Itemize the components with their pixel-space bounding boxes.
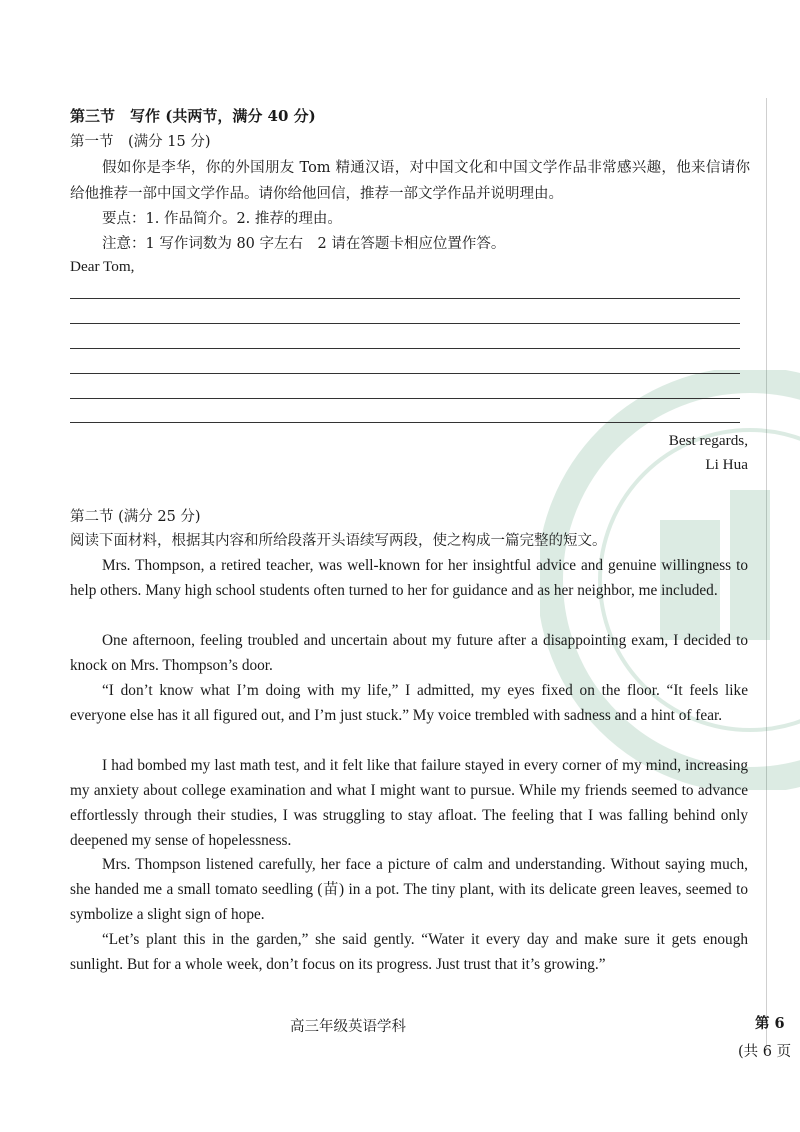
section-title: 第三节 写作 (共两节，满分 40 分) <box>70 107 316 125</box>
letter-signature: Li Hua <box>705 456 748 473</box>
writing-line <box>70 398 740 399</box>
footer-page-number: 第 6 <box>755 1015 785 1032</box>
letter-closing: Best regards, <box>668 432 748 449</box>
passage-paragraph: Mrs. Thompson, a retired teacher, was well-known for her insightful advice and genuine willingness to help others. Many high school students often turned to her for guidance and as her neighbor, me included. <box>70 557 748 599</box>
writing-line <box>70 373 740 374</box>
footer-subject: 高三年级英语学科 <box>290 1019 406 1035</box>
passage-paragraph: One afternoon, feeling troubled and uncertain about my future after a disappointing exam, I decided to knock on Mrs. Thompson’s door. <box>70 632 748 674</box>
footer-page-total: (共 6 页 <box>738 1044 792 1060</box>
writing-line <box>70 422 740 423</box>
part2-instruction: 阅读下面材料，根据其内容和所给段落开头语续写两段，使之构成一篇完整的短文。 <box>70 533 607 549</box>
passage-paragraph: I had bombed my last math test, and it felt like that failure stayed in every corner of my mind, increasing my anxiety about college examination and what I might want to pursue. While my friends seemed to advance effortlessly through their studies, I was struggling to stay afloat. The feeling that I was falling behind only deepened my sense of hopelessness. <box>70 757 748 849</box>
passage-paragraph: Mrs. Thompson listened carefully, her face a picture of calm and understanding. Without saying much, she handed me a small tomato seedling (苗) in a pot. The tiny plant, with its delicate green leaves, seemed to symbolize a slight sign of hope. <box>70 856 748 923</box>
writing-line <box>70 348 740 349</box>
writing-line <box>70 323 740 324</box>
part1-prompt: 假如你是李华，你的外国朋友 Tom 精通汉语，对中国文化和中国文学作品非常感兴趣，他来信请你给他推荐一部中国文学作品。请你给他回信，推荐一部文学作品并说明理由。 <box>70 160 750 202</box>
part1-notes: 注意：1 写作词数为 80 字左右 2 请在答题卡相应位置作答。 <box>102 236 506 252</box>
writing-line <box>70 298 740 299</box>
passage-paragraph: “Let’s plant this in the garden,” she said gently. “Water it every day and make sure it gets enough sunlight. But for a whole week, don’t focus on its progress. Just trust that it’s growing.” <box>70 931 748 973</box>
part2-title: 第二节 (满分 25 分) <box>70 509 201 525</box>
passage-paragraph: “I don’t know what I’m doing with my life,” I admitted, my eyes fixed on the floor. “It feels like everyone else has it all figured out, and I’m just stuck.” My voice trembled with sadness and a hint of fear. <box>70 682 748 724</box>
part1-title: 第一节 (满分 15 分) <box>70 134 211 150</box>
part1-points: 要点：1. 作品简介。2. 推荐的理由。 <box>102 211 342 227</box>
letter-salutation: Dear Tom, <box>70 258 135 275</box>
